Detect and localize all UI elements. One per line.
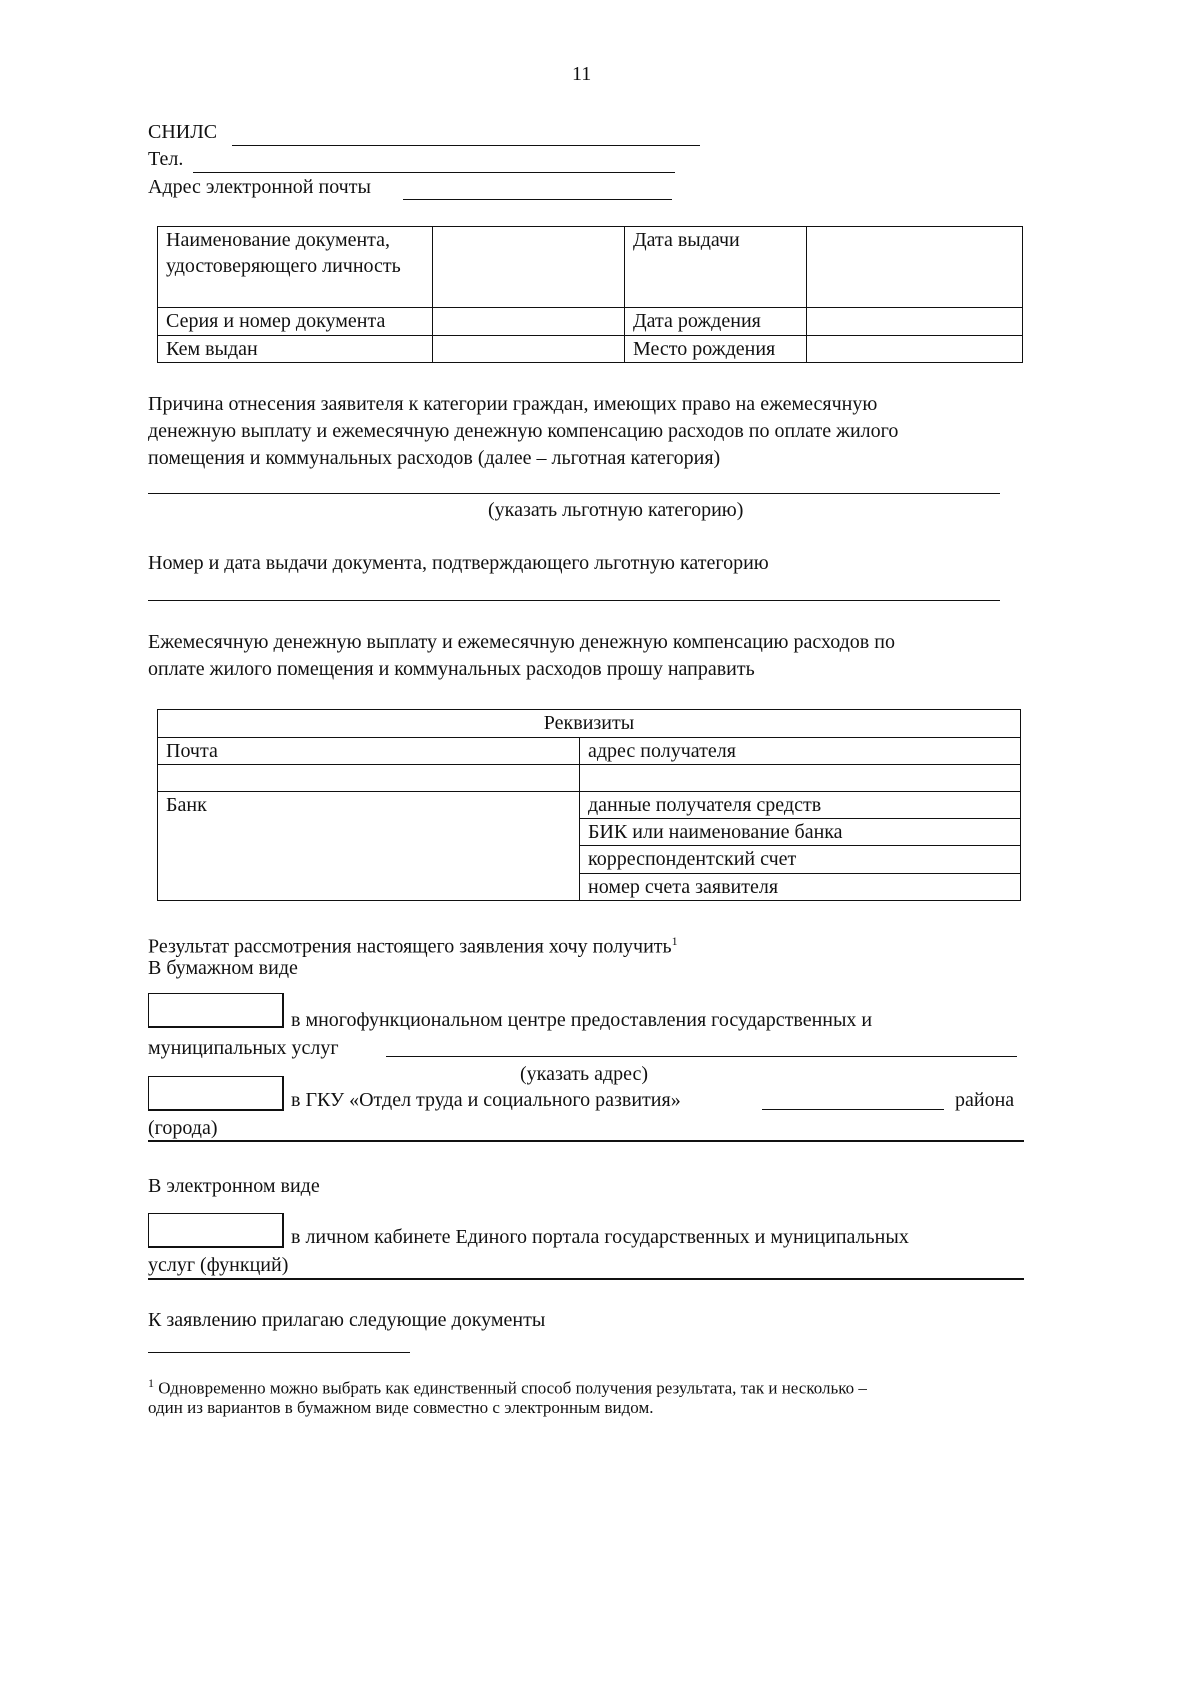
gku-checkbox[interactable] (148, 1076, 284, 1111)
table-cell-label: Дата выдачи (625, 227, 807, 308)
footnote-line2: один из вариантов в бумажном виде совместно с электронным видом. (148, 1398, 654, 1417)
category-text-line: Причина отнесения заявителя к категории граждан, имеющих право на ежемесячную (148, 393, 878, 415)
mfc-address-field-line[interactable] (386, 1056, 1017, 1057)
footnote-separator (148, 1352, 410, 1353)
requisites-header: Реквизиты (158, 710, 1021, 738)
table-cell-label: Серия и номер документа (158, 308, 433, 336)
table-cell-input[interactable] (433, 308, 625, 336)
bank-field-label: номер счета заявителя (580, 874, 1021, 901)
paper-title: В бумажном виде (148, 957, 298, 979)
snils-label: СНИЛС (148, 121, 218, 143)
electronic-title: В электронном виде (148, 1175, 320, 1197)
email-field-line[interactable] (403, 199, 672, 200)
category-doc-label: Номер и дата выдачи документа, подтверждающего льготную категорию (148, 552, 769, 574)
table-cell-input[interactable] (807, 308, 1023, 336)
phone-field-line[interactable] (193, 172, 675, 173)
post-address-label: адрес получателя (580, 738, 1021, 765)
divider (148, 1140, 1024, 1142)
table-row (158, 308, 1023, 336)
table-cell-label: Кем выдан (158, 336, 433, 363)
footnote-text: Одновременно можно выбрать как единственный способ получения результата, так и несколько – (158, 1378, 867, 1398)
email-label: Адрес электронной почты (148, 176, 371, 198)
portal-label: в личном кабинете Единого портала государственных и муниципальных (291, 1226, 909, 1248)
id-document-table (157, 226, 1023, 363)
table-cell-input[interactable] (433, 227, 625, 308)
table-cell-label: Место рождения (625, 336, 807, 363)
post-input-cell[interactable] (158, 765, 580, 792)
mfc-checkbox[interactable] (148, 993, 284, 1028)
portal-checkbox[interactable] (148, 1213, 284, 1248)
table-cell-input[interactable] (807, 227, 1023, 308)
portal-label-line2: услуг (функций) (148, 1254, 289, 1276)
bank-label: Банк (158, 792, 580, 901)
gku-label-line2: (города) (148, 1117, 218, 1139)
attachments-label: К заявлению прилагаю следующие документы (148, 1309, 546, 1331)
footnote-mark: 1 (148, 1376, 154, 1390)
table-cell-input[interactable] (433, 336, 625, 363)
phone-label: Тел. (148, 148, 184, 170)
table-cell-label: Наименование документа, удостоверяющего личность (158, 227, 433, 308)
divider (148, 1278, 1024, 1280)
table-cell-label: Дата рождения (625, 308, 807, 336)
snils-field-line[interactable] (232, 145, 700, 146)
category-text-line: денежную выплату и ежемесячную денежную компенсацию расходов по оплате жилого (148, 420, 899, 442)
gku-suffix: района (955, 1089, 1015, 1111)
payment-text-line: Ежемесячную денежную выплату и ежемесячную денежную компенсацию расходов по (148, 631, 895, 653)
address-caption: (указать адрес) (520, 1063, 649, 1085)
category-doc-field-line[interactable] (148, 600, 1000, 601)
bank-field-label: данные получателя средств (580, 792, 1021, 819)
post-address-input-cell[interactable] (580, 765, 1021, 792)
category-text-line: помещения и коммунальных расходов (далее – льготная категория) (148, 447, 721, 469)
category-caption: (указать льготную категорию) (488, 499, 744, 521)
post-label: Почта (158, 738, 580, 765)
table-row (158, 227, 1023, 308)
table-row (158, 336, 1023, 363)
mfc-label-line2: муниципальных услуг (148, 1037, 339, 1059)
requisites-table (157, 709, 1021, 901)
gku-district-field-line[interactable] (762, 1109, 944, 1110)
page-number: 11 (572, 63, 592, 85)
bank-field-label: корреспондентский счет (580, 846, 1021, 874)
category-field-line[interactable] (148, 493, 1000, 494)
bank-field-label: БИК или наименование банка (580, 819, 1021, 846)
gku-label: в ГКУ «Отдел труда и социального развития» (291, 1089, 681, 1111)
payment-text-line: оплате жилого помещения и коммунальных расходов прошу направить (148, 658, 755, 680)
footnote-ref: 1 (671, 934, 678, 948)
mfc-label: в многофункциональном центре предоставления государственных и (291, 1009, 873, 1031)
table-cell-input[interactable] (807, 336, 1023, 363)
result-title-text: Результат рассмотрения настоящего заявления хочу получить (148, 935, 672, 958)
